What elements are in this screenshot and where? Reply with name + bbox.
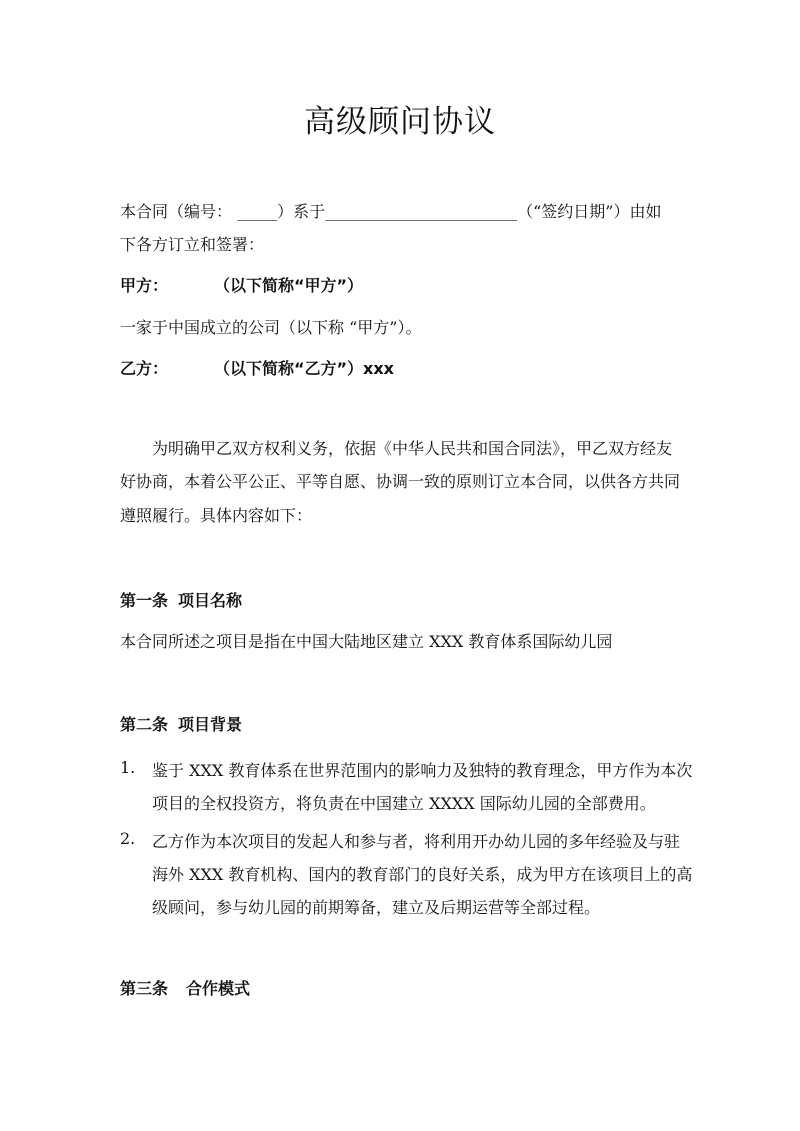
article-2-number: 第二条	[120, 715, 169, 734]
party-a-alias: （以下简称“甲方”）	[214, 276, 364, 295]
party-b-label: 乙方：	[120, 359, 169, 378]
list-item-1-line-1: 鉴于 XXX 教育体系在世界范围内的影响力及独特的教育理念，甲方作为本次	[152, 761, 693, 780]
preamble-line-3: 遵照履行。具体内容如下：	[120, 506, 313, 525]
article-3-title: 合作模式	[186, 979, 251, 998]
article-1-number: 第一条	[120, 591, 169, 610]
article-1-body: 本合同所述之项目是指在中国大陆地区建立 XXX 教育体系国际幼儿园	[120, 632, 613, 651]
list-item-2-line-1: 乙方作为本次项目的发起人和参与者，将利用开办幼儿园的多年经验及与驻	[152, 832, 681, 851]
party-b-alias: （以下简称“乙方”）xxx	[214, 359, 394, 378]
preamble-line-1: 为明确甲乙双方权利义务，依据《中华人民共和国合同法》，甲乙双方经友	[152, 439, 673, 458]
article-3-heading	[120, 976, 250, 999]
intro-line-1: 本合同（编号： _____）系于________________________（“签约日期”）由如	[120, 202, 662, 221]
party-b-line	[120, 356, 394, 379]
article-2-title: 项目背景	[178, 715, 243, 734]
list-item-2-line-2: 海外 XXX 教育机构、国内的教育部门的良好关系，成为甲方在该项目上的高	[152, 865, 693, 884]
list-item-2-marker: 2.	[120, 829, 136, 848]
article-1-heading	[120, 588, 242, 611]
intro-line-2: 下各方订立和签署：	[120, 235, 265, 254]
party-a-label: 甲方：	[120, 276, 169, 295]
article-3-number: 第三条	[120, 979, 169, 998]
party-a-description: 一家于中国成立的公司（以下称 “甲方”）。	[120, 318, 422, 337]
document-title: 高级顾问协议	[304, 104, 496, 140]
article-2-heading	[120, 712, 242, 735]
article-1-title: 项目名称	[178, 591, 243, 610]
party-a-line	[120, 273, 363, 296]
list-item-1-marker: 1.	[120, 758, 136, 777]
preamble-line-2: 好协商，本着公平公正、平等自愿、协调一致的原则订立本合同，以供各方共同	[120, 472, 681, 491]
list-item-2-line-3: 级顾问，参与幼儿园的前期筹备，建立及后期运营等全部过程。	[152, 898, 601, 917]
list-item-1-line-2: 项目的全权投资方，将负责在中国建立 XXXX 国际幼儿园的全部费用。	[152, 794, 656, 813]
